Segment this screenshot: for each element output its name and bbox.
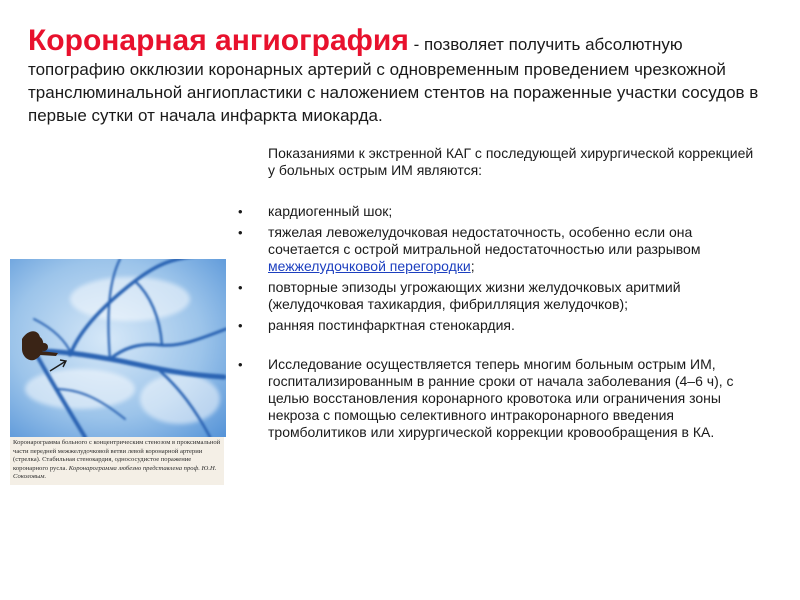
list-item — [238, 279, 758, 313]
list-spacer — [238, 338, 758, 352]
indications-content — [238, 145, 758, 445]
list-item-text: ранняя постинфарктная стенокардия. — [268, 317, 515, 333]
bullet-icon: • — [238, 225, 243, 240]
indications-list — [238, 203, 758, 441]
list-item — [238, 224, 758, 275]
bullet-icon: • — [238, 280, 243, 295]
slide-title-block — [28, 24, 780, 127]
list-item-text-end: ; — [470, 258, 475, 274]
image-caption-credit: Коронарограмма любезно представлена проф. Ю.Н. Соколовым. — [13, 464, 217, 481]
closing-paragraph: Исследование осуществляется теперь многим больным острым ИМ, госпитализированным в ранние сроки от начала заболевания (4–6 ч), с целью восстановления коронарного кровотока или ограничения зоны некроза с помощью селективного интракоронарного введения тромболитиков или хирургической коррекции кровообращения в КА. — [268, 356, 734, 440]
list-item — [238, 317, 758, 334]
list-item — [238, 356, 758, 441]
slide-title-description: - позволяет получить абсолютную топографию окклюзии коронарных артерий с одновременным проведением чрезкожной транслюминальной ангиопластики с наложением стентов на пораженные участки сосудов в первые сутки от начала инфаркта миокарда. — [28, 35, 759, 125]
bullet-icon: • — [238, 204, 243, 219]
coronary-angiogram-image — [10, 259, 226, 437]
slide-title: Коронарная ангиография — [28, 24, 409, 57]
indications-intro: Показаниями к экстренной КАГ с последующей хирургической коррекцией у больных острым ИМ являются: — [268, 145, 754, 178]
septum-link[interactable]: межжелудочковой перегородки — [268, 258, 471, 274]
list-item — [238, 203, 758, 220]
bullet-icon: • — [238, 318, 243, 333]
image-caption-text: Коронарограмма больного с концентрическим стенозом в проксимальной части передней межжелудочковой ветви левой коронарной артерии (стрелка). Стабильная стенокардия, однососудистое поражение коронарного русла. — [13, 439, 221, 472]
bullet-icon: • — [238, 357, 243, 372]
list-item-text: кардиогенный шок; — [268, 203, 393, 219]
list-item-text: тяжелая левожелудочковая недостаточность, особенно если она сочетается с острой митральной недостаточностью или разрывом — [268, 224, 701, 257]
image-caption — [10, 437, 224, 485]
list-item-text: повторные эпизоды угрожающих жизни желудочковых аритмий (желудочковая тахикардия, фибрилляция желудочков); — [268, 279, 681, 312]
